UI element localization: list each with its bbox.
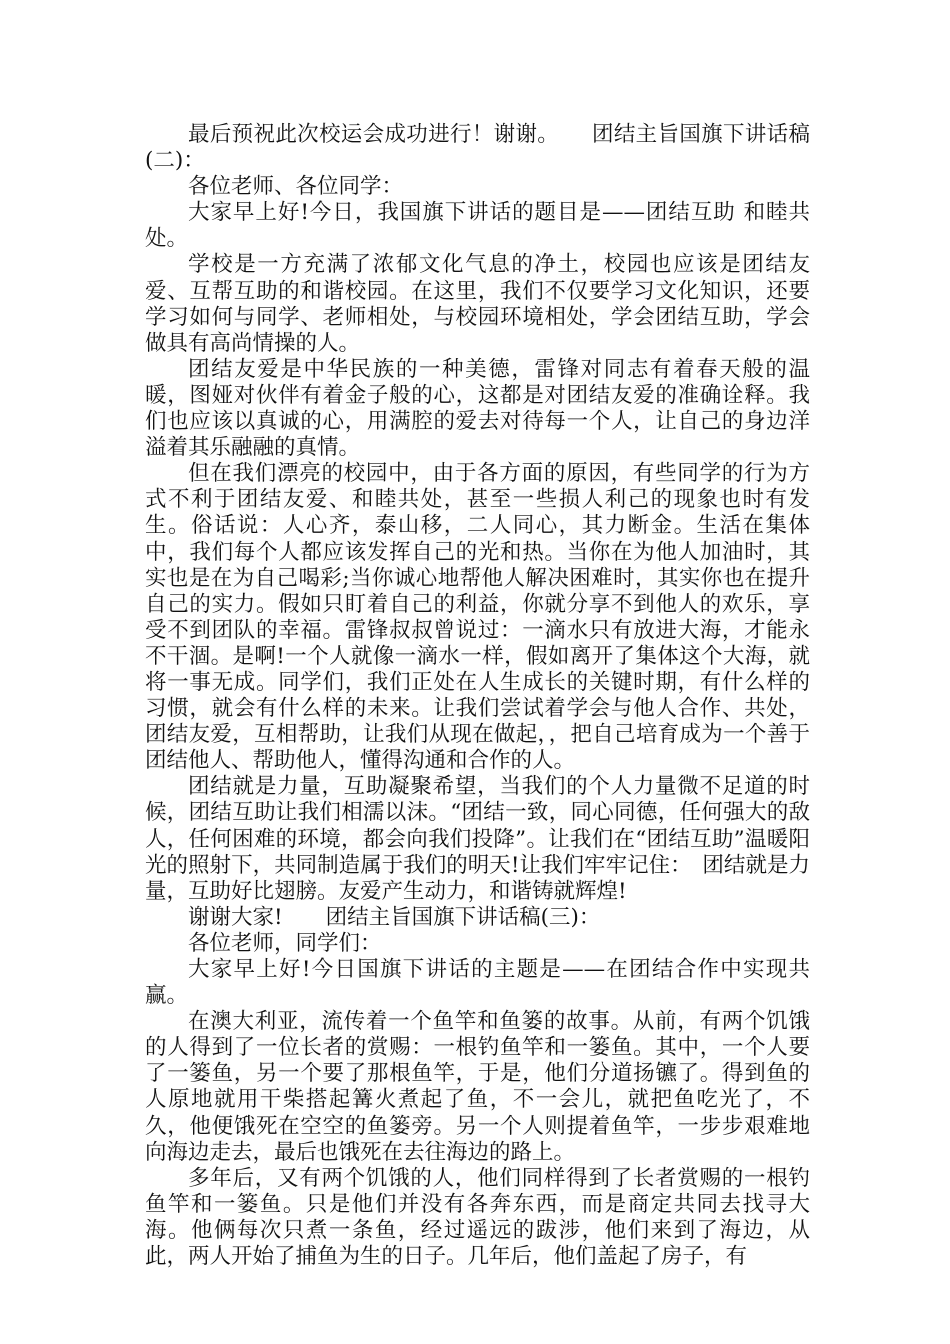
paragraph-thanks-and-title-3: 谢谢大家! 团结主旨国旗下讲话稿(三)： [188, 904, 601, 930]
paragraph-topic-intro-1: 大家早上好!今日，我国旗下讲话的题目是——团结互助 和睦共处。 [145, 200, 810, 252]
speech-text-body [145, 122, 810, 1270]
paragraph-virtue: 团结友爱是中华民族的一种美德，雷锋对同志有着春天般的温暖，图娅对伙伴有着金子般的心，这都是对团结友爱的准确诠释。我们也应该以真诚的心，用满腔的爱去对待每一个人，让自己的身边洋溢着其乐融融的真情。 [145, 356, 810, 461]
paragraph-greeting-2: 各位老师，同学们： [188, 930, 382, 956]
paragraph-school-harmony: 学校是一方充满了浓郁文化气息的净土，校园也应该是团结友爱、互帮互助的和谐校园。在这里，我们不仅要学习文化知识，还要学习如何与同学、老师相处，与校园环境相处，学会团结互助，学会做具有高尚情操的人。 [145, 252, 810, 356]
paragraph-cooperation: 但在我们漂亮的校园中，由于各方面的原因，有些同学的行为方式不利于团结友爱、和睦共处，甚至一些损人利己的现象也时有发生。俗话说：人心齐，泰山移，二人同心，其力断金。生活在集体中，我们每个人都应该发挥自己的光和热。当你在为他人加油时，其实也是在为自己喝彩;当你诚心地帮他人解决困难时，其实你也在提升自己的实力。假如只盯着自己的利益，你就分享不到他人的欢乐，享受不到团队的幸福。雷锋叔叔曾说过：一滴水只有放进大海，才能永不干涸。是啊!一个人就像一滴水一样，假如离开了集体这个大海，就将一事无成。同学们，我们正处在人生成长的关键时期，有什么样的习惯，就会有什么样的未来。让我们尝试着学会与他人合作、共处，团结友爱，互相帮助，让我们从现在做起，，把自己培育成为一个善于团结他人、帮助他人，懂得沟通和合作的人。 [145, 461, 810, 774]
paragraph-fishing-story-2: 多年后，又有两个饥饿的人，他们同样得到了长者赏赐的一根钓鱼竿和一篓鱼。只是他们并没有各奔东西，而是商定共同去找寻大海。他俩每次只煮一条鱼，经过遥远的跋涉，他们来到了海边，从此，两人开始了捕鱼为生的日子。几年后，他们盖起了房子，有 [145, 1165, 810, 1270]
paragraph-closing-and-title-2: 最后预祝此次校运会成功进行！谢谢。 团结主旨国旗下讲话稿(二)： [145, 122, 810, 174]
paragraph-fishing-story-1: 在澳大利亚，流传着一个鱼竿和鱼篓的故事。从前，有两个饥饿的人得到了一位长者的赏赐：一根钓鱼竿和一篓鱼。其中，一个人要了一篓鱼，另一个要了那根鱼竿，于是，他们分道扬镳了。得到鱼的人原地就用干柴搭起篝火煮起了鱼，不一会儿，就把鱼吃光了，不久，他便饿死在空空的鱼篓旁。另一个人则提着鱼竿，一步步艰难地向海边走去，最后也饿死在去往海边的路上。 [145, 1009, 810, 1165]
paragraph-greeting-1: 各位老师、各位同学： [188, 174, 404, 200]
paragraph-topic-intro-2: 大家早上好!今日国旗下讲话的主题是——在团结合作中实现共赢。 [145, 957, 810, 1009]
paragraph-unity-power: 团结就是力量，互助凝聚希望，当我们的个人力量微不足道的时候，团结互助让我们相濡以沫。“团结一致，同心同德，任何强大的敌人，任何困难的环境，都会向我们投降”。让我们在“团结互助”温暖阳光的照射下，共同制造属于我们的明天!让我们牢牢记住： 团结就是力量，互助好比翅膀。友爱产生动力，和谐铸就辉煌! [145, 774, 810, 904]
